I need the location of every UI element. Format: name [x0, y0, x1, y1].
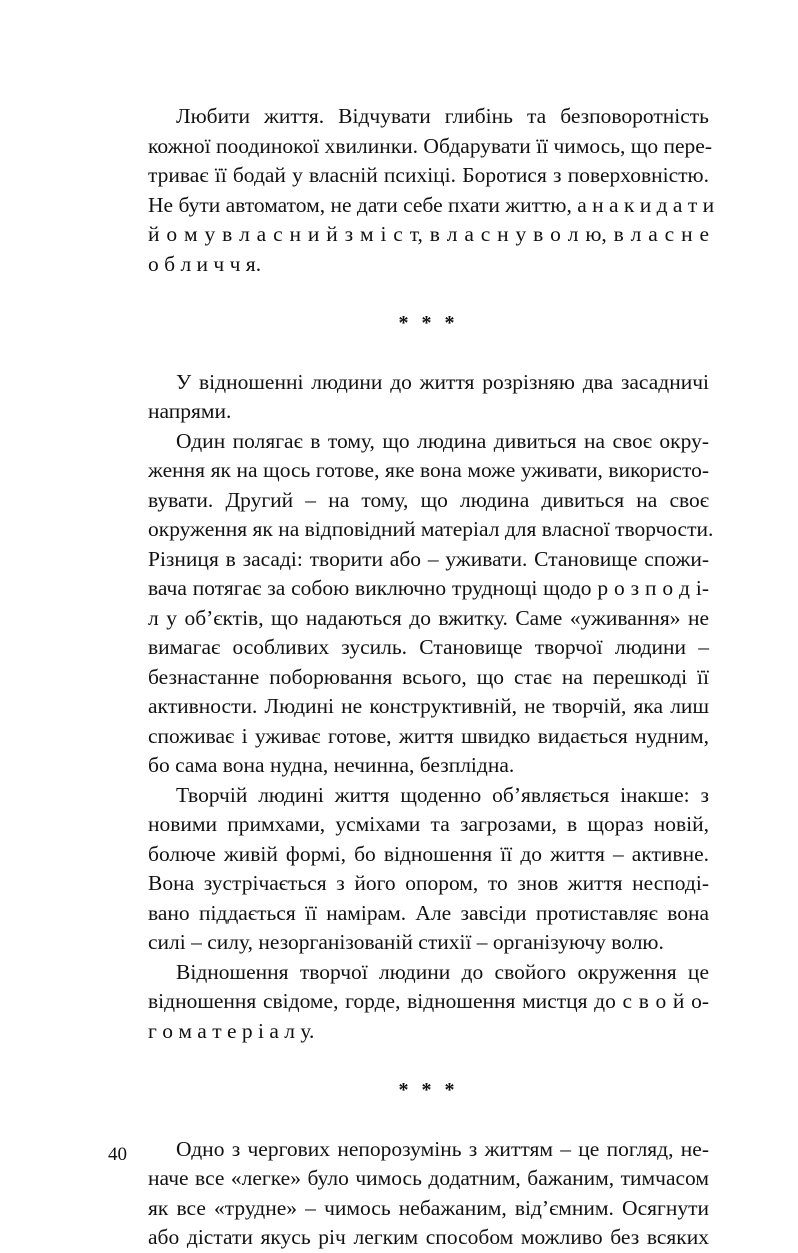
- text-line: Вона зустрічається з його опором, то знов життя несподі-: [148, 871, 709, 895]
- text-line: Творчій людині життя щоденно об’являється інакше: з: [176, 782, 709, 807]
- text-line: г о м а т е р і а л у.: [148, 1018, 315, 1043]
- text-line: й о м у в л а с н и й з м і с т, в л а с н у в о л ю, в л а с н е: [148, 222, 709, 246]
- paragraph-relation-to-life: [148, 368, 709, 427]
- text-line: л у об’єктів, що надаються до вжитку. Саме «уживання» не: [148, 605, 709, 630]
- text-line: відношення свідоме, горде, відношення мистця до с в о й о-: [148, 989, 709, 1013]
- text-line: Один полягає в тому, що людина дивиться на своє окру-: [176, 428, 709, 453]
- text-line: болюче живій формі, бо відношення її до життя – активне.: [148, 841, 709, 866]
- text-line: Любити життя. Відчувати глибінь та безповоротність: [176, 104, 709, 128]
- text-line: або дістати якусь річ легким способом можливо без всяких: [148, 1225, 709, 1249]
- text-line: триває її бодай у власній психіці. Боротися з поверховністю.: [148, 163, 709, 187]
- text-line: бо сама вона нудна, нечинна, безплідна.: [148, 753, 515, 777]
- text-line: вувати. Другий – на тому, що людина дивиться на своє: [148, 487, 709, 512]
- text-line: наче все «легке» було чимось додатним, бажаним, тимчасом: [148, 1166, 709, 1190]
- text-line: новими примхами, усміхами та загрозами, в щораз новій,: [148, 812, 709, 836]
- text-line: ження як на щось готове, яке вона може уживати, використо-: [148, 458, 709, 482]
- text-line: як все «трудне» – чимось небажаним, від’ємним. Осягнути: [148, 1195, 709, 1220]
- text-line: активности. Людині не конструктивній, не творчій, яка лиш: [148, 694, 709, 718]
- text-line: Різниця в засаді: творити або – уживати. Становище спожи-: [148, 546, 709, 571]
- paragraph-consumer-vs-creator: [148, 427, 714, 781]
- text-line: Одно з чергових непорозумінь з життям – це погляд, не-: [176, 1136, 709, 1161]
- text-line: безнастанне поборювання всього, що стає на перешкоді її: [148, 664, 709, 689]
- section-separator: * * *: [398, 1078, 459, 1101]
- text-line: силі – силу, незорганізованій стихії – організуючу волю.: [148, 930, 664, 954]
- text-line: кожної поодинокої хвилинки. Обдарувати її чимось, що пере-: [148, 133, 712, 158]
- text-line: вача потягає за собою виключно труднощі щодо р о з п о д і-: [148, 576, 709, 600]
- text-line: вано піддається її намірам. Але завсіди протиставляє вона: [148, 900, 709, 925]
- text-line: окруження як на відповідний матеріал для власної творчости.: [148, 517, 714, 541]
- text-line: напрями.: [148, 399, 232, 423]
- text-line: о б л и ч ч я.: [148, 251, 262, 276]
- page-number: 40: [108, 1144, 127, 1165]
- text-line: Не бути автоматом, не дати себе пхати життю, а н а к и д а т и: [148, 192, 715, 217]
- text-line: Відношення творчої людини до свойого окруження це: [176, 959, 709, 984]
- paragraph-love-life: [148, 102, 715, 279]
- paragraph-misunderstanding: [148, 1135, 709, 1253]
- paragraph-creative-person: [148, 781, 709, 958]
- text-line: вимагає особливих зусиль. Становище творчої людини –: [148, 635, 709, 659]
- text-line: У відношенні людини до життя розрізняю два засадничі: [176, 369, 709, 394]
- body-text: [148, 102, 715, 1253]
- text-line: споживає і уживає готове, життя швидко видається нудним,: [148, 723, 709, 748]
- paragraph-creative-relation: [148, 958, 709, 1047]
- section-separator: * * *: [398, 311, 459, 334]
